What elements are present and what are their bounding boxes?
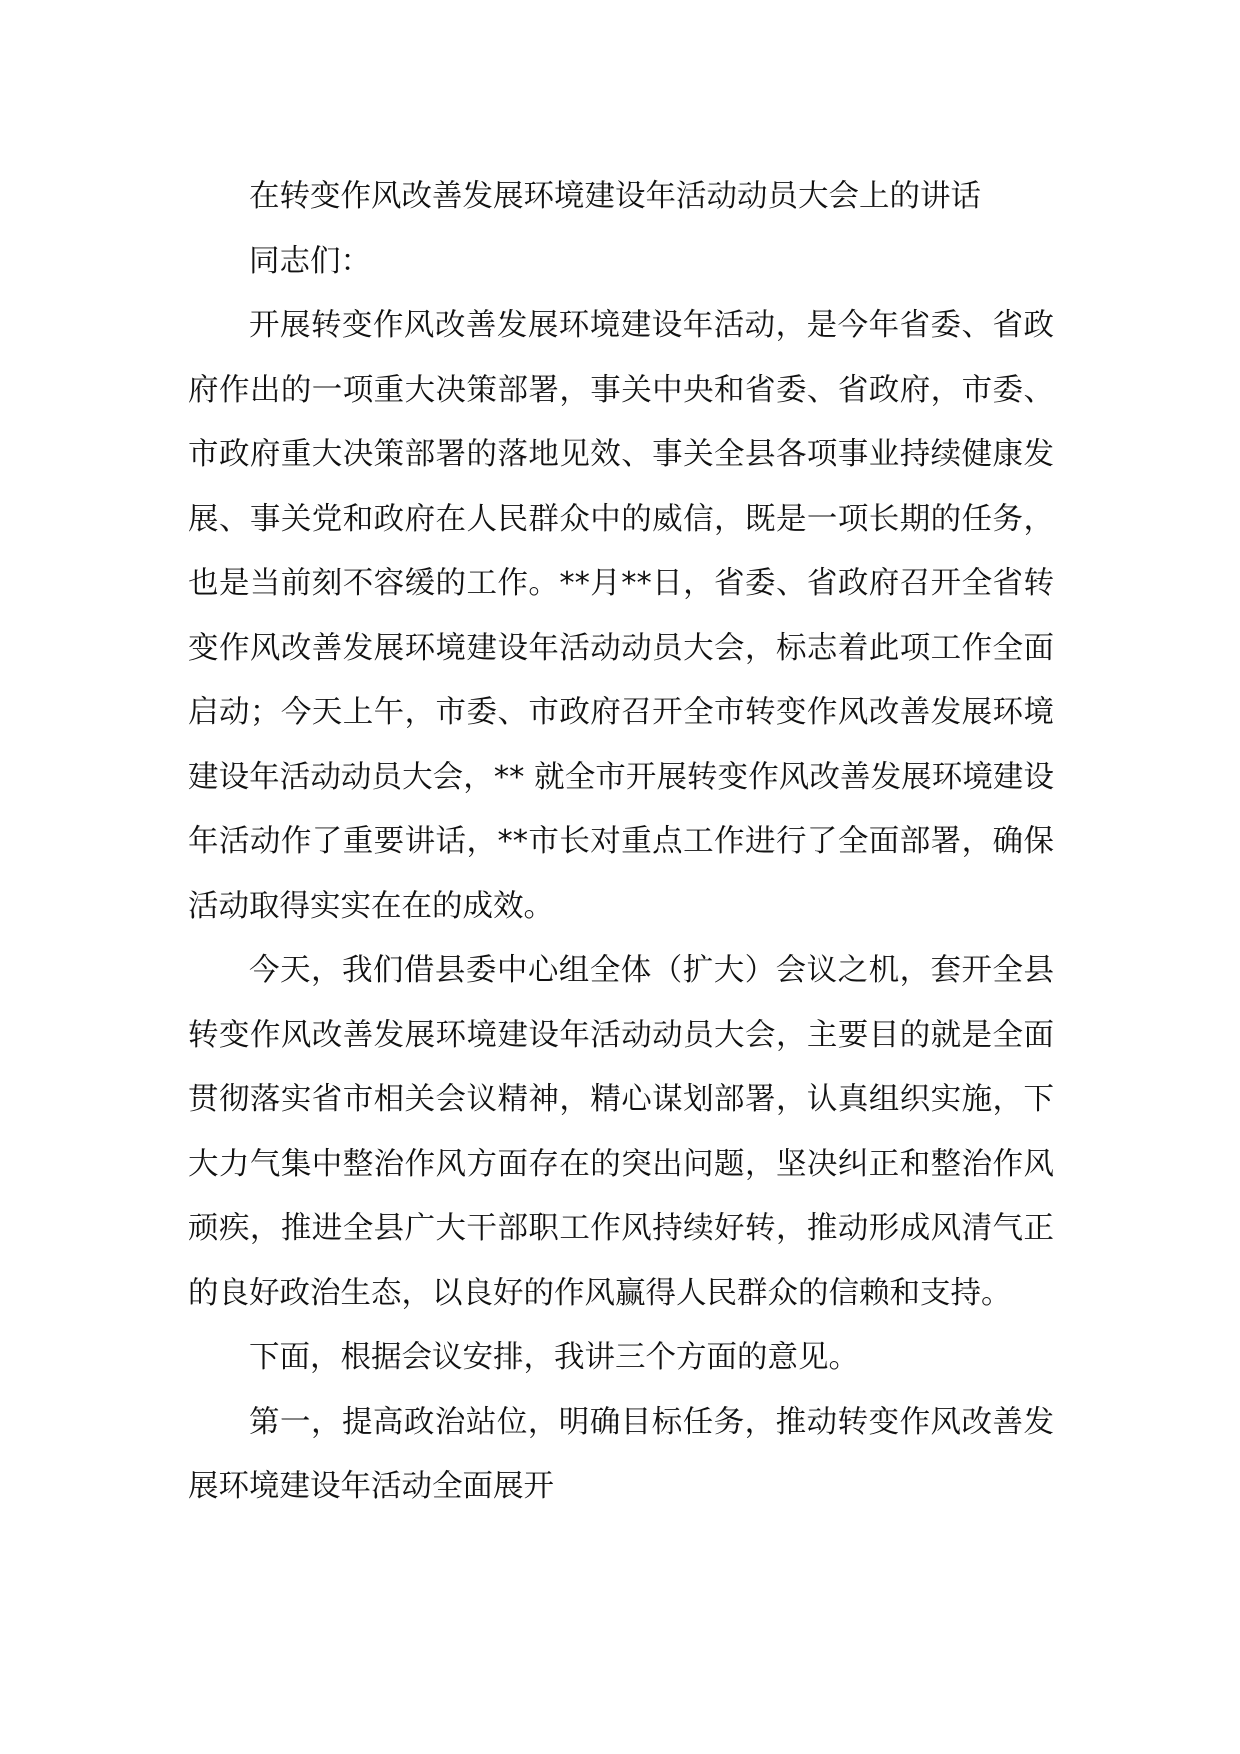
- paragraph-2: 今天，我们借县委中心组全体（扩大）会议之机，套开全县转变作风改善发展环境建设年活动动员大会，主要目的就是全面贯彻落实省市相关会议精神，精心谋划部署，认真组织实施，下大力气集中整治作风方面存在的突出问题，坚决纠正和整治作风顽疾，推进全县广大干部职工作风持续好转，推动形成风清气正的良好政治生态，以良好的作风赢得人民群众的信赖和支持。: [188, 953, 1054, 1311]
- document-title: 在转变作风改善发展环境建设年活动动员大会上的讲话: [249, 179, 981, 214]
- salutation: 同志们：: [249, 243, 371, 279]
- document-body: [188, 165, 1054, 1520]
- paragraph-1: 开展转变作风改善发展环境建设年活动，是今年省委、省政府作出的一项重大决策部署，事关中央和省委、省政府，市委、市政府重大决策部署的落地见效、事关全县各项事业持续健康发展、事关党和政府在人民群众中的威信，既是一项长期的任务，也是当前刻不容缓的工作。**月**日，省委、省政府召开全省转变作风改善发展环境建设年活动动员大会，标志着此项工作全面启动；今天上午，市委、市政府召开全市转变作风改善发展环境建设年活动动员大会，** 就全市开展转变作风改善发展环境建设年活动作了重要讲话，**市长对重点工作进行了全面部署，确保活动取得实实在在的成效。: [188, 308, 1054, 924]
- paragraph-3: 下面，根据会议安排，我讲三个方面的意见。: [249, 1340, 859, 1375]
- section-heading-1: 第一，提高政治站位，明确目标任务，推动转变作风改善发展环境建设年活动全面展开: [188, 1404, 1054, 1504]
